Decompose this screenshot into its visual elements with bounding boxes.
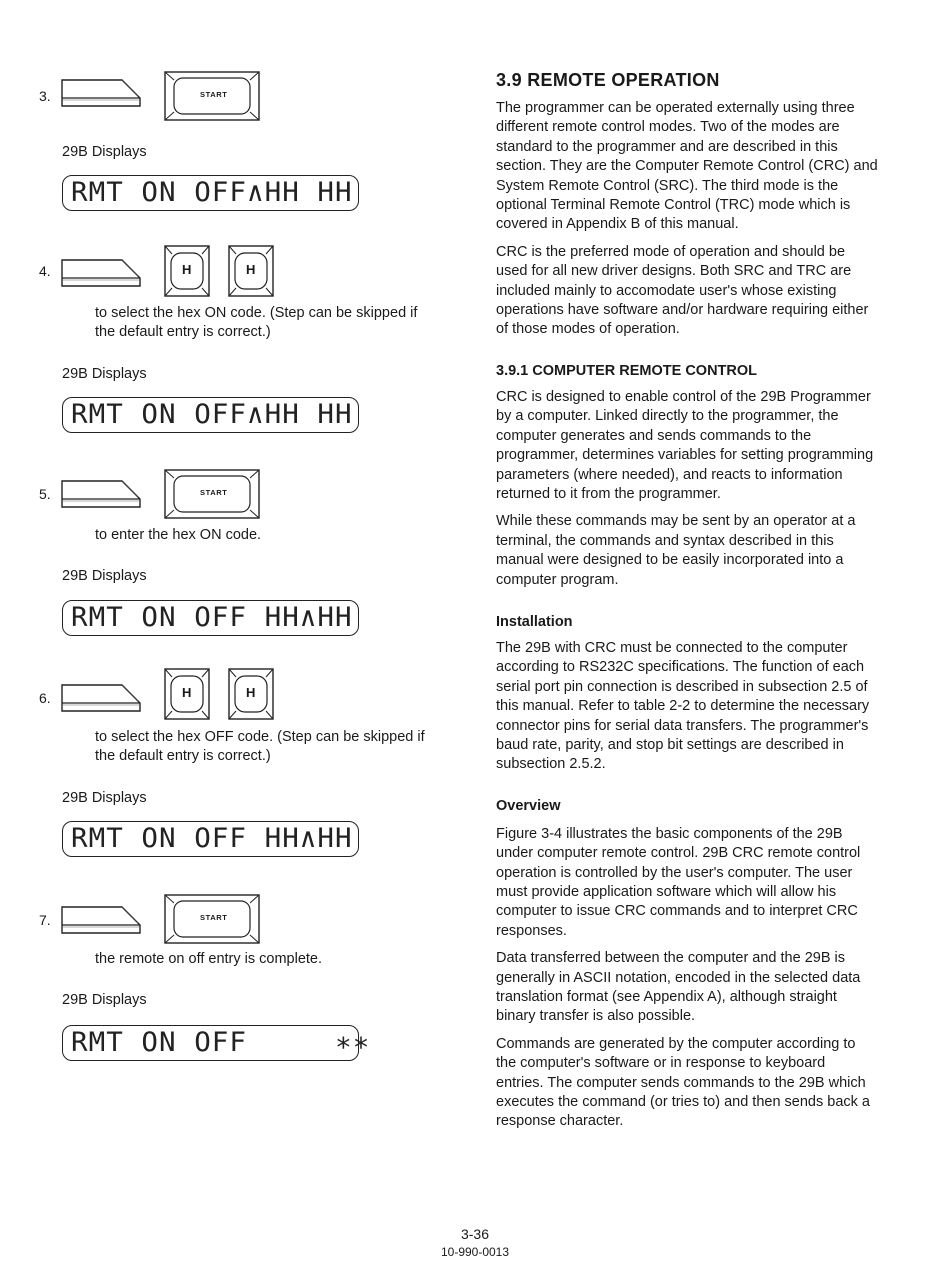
lcd-text-1: RMT ON OFF∧HH HH — [71, 177, 353, 208]
lcd-text-4: RMT ON OFF HH∧HH — [71, 823, 353, 854]
step-number-3: 3. — [39, 88, 51, 104]
intro-paragraph: The programmer can be operated externally using three different remote control modes. Two of the modes are standard to the programmer and are described in this section. They are the Computer Remote Control (CRC) and System Remote Control (SRC). The third mode is the optional Terminal Remote Control (TRC) mode which is covered in Appendix B of this manual. — [496, 100, 878, 233]
step5-instruction: to enter the hex ON code. — [95, 527, 262, 543]
display-label-1: 29B Displays — [62, 144, 147, 160]
page-number: 3-36 — [460, 1226, 490, 1242]
lcd-display-2 — [62, 397, 359, 433]
crc-preferred-paragraph: CRC is the preferred mode of operation and should be used for all new driver designs. Both SRC and TRC are included mainly to accomodate user's whose existing operations have software and/or hardware requiring either of those modes of operation. — [496, 243, 869, 338]
crc-commands-paragraph: While these commands may be sent by an operator at a terminal, the commands and syntax described in this manual were designed to be easily incorporated into a computer program. — [496, 513, 856, 588]
step-number-6: 6. — [39, 690, 51, 706]
step-number-7: 7. — [39, 912, 51, 928]
h-key-button[interactable] — [164, 668, 210, 720]
start-key-label: START — [200, 90, 228, 99]
keyboard-wedge-icon — [60, 256, 142, 288]
lcd-display-1 — [62, 175, 359, 211]
overview-paragraph-2: Data transferred between the computer and the 29B is generally in ASCII notation, encoded in the selected data translation format (see Appendix A), although straight binary transfer is also possible. — [496, 950, 861, 1025]
step6-instruction: to select the hex OFF code. (Step can be skipped if the default entry is correct.) — [95, 729, 425, 765]
right-column — [496, 70, 908, 1132]
display-label-2: 29B Displays — [62, 366, 147, 382]
overview-heading: Overview — [496, 797, 561, 814]
h-key-label: H — [182, 685, 192, 700]
lcd-display-3 — [62, 600, 359, 636]
start-key-label: START — [200, 488, 228, 497]
installation-paragraph: The 29B with CRC must be connected to the computer according to RS232C specifications. The function of each serial port pin connection is described in subsection 2.5 of this manual. Refer to table 2-2 to determine the necessary connector pins for serial data transfers. The programmer's baud rate, parity, and stop bit settings are described in subsection 2.5.2. — [496, 639, 870, 773]
step-number-5: 5. — [39, 486, 51, 502]
lcd-display-5 — [62, 1025, 371, 1061]
section-title: 3.9 REMOTE OPERATION — [496, 70, 720, 90]
h-key-button[interactable] — [228, 245, 274, 297]
display-label-5: 29B Displays — [62, 992, 147, 1008]
document-number: 10-990-0013 — [440, 1245, 510, 1259]
start-key-label: START — [200, 913, 228, 922]
start-key-button[interactable] — [164, 894, 260, 944]
keyboard-wedge-icon — [60, 477, 142, 509]
lcd-text-2: RMT ON OFF∧HH HH — [71, 399, 353, 430]
lcd-display-4 — [62, 821, 359, 857]
h-key-button[interactable] — [228, 668, 274, 720]
subsection-title: 3.9.1 COMPUTER REMOTE CONTROL — [496, 362, 758, 379]
lcd-text-5: RMT ON OFF ∗∗ — [71, 1027, 371, 1058]
installation-heading: Installation — [496, 613, 573, 630]
h-key-label: H — [182, 262, 192, 277]
start-key-button[interactable] — [164, 71, 260, 121]
h-key-label: H — [246, 685, 256, 700]
keyboard-wedge-icon — [60, 76, 142, 108]
keyboard-wedge-icon — [60, 903, 142, 935]
display-label-4: 29B Displays — [62, 790, 147, 806]
lcd-text-3: RMT ON OFF HH∧HH — [71, 602, 353, 633]
overview-paragraph-1: Figure 3-4 illustrates the basic components of the 29B under computer remote control. 29B CRC remote control operation is controlled by the user's computer. The user must provide application software which will allow his computer to issue CRC commands and to interpret CRC responses. — [496, 825, 861, 939]
keyboard-wedge-icon — [60, 681, 142, 713]
start-key-button[interactable] — [164, 469, 260, 519]
h-key-button[interactable] — [164, 245, 210, 297]
h-key-label: H — [246, 262, 256, 277]
step-number-4: 4. — [39, 263, 51, 279]
overview-paragraph-3: Commands are generated by the computer according to the computer's software or in response to keyboard entries. The computer sends commands to the 29B which executes the command (or tries to) and then sends back a response character. — [496, 1035, 870, 1130]
crc-description-paragraph: CRC is designed to enable control of the 29B Programmer by a computer. Linked directly to the programmer, the computer generates and sends commands to the programmer, determines variables for setting programming parameters (where needed), and reacts to information returned to it from the programmer. — [496, 388, 874, 502]
display-label-3: 29B Displays — [62, 568, 147, 584]
step7-instruction: the remote on off entry is complete. — [95, 951, 323, 967]
step4-instruction: to select the hex ON code. (Step can be skipped if the default entry is correct.) — [95, 305, 418, 341]
